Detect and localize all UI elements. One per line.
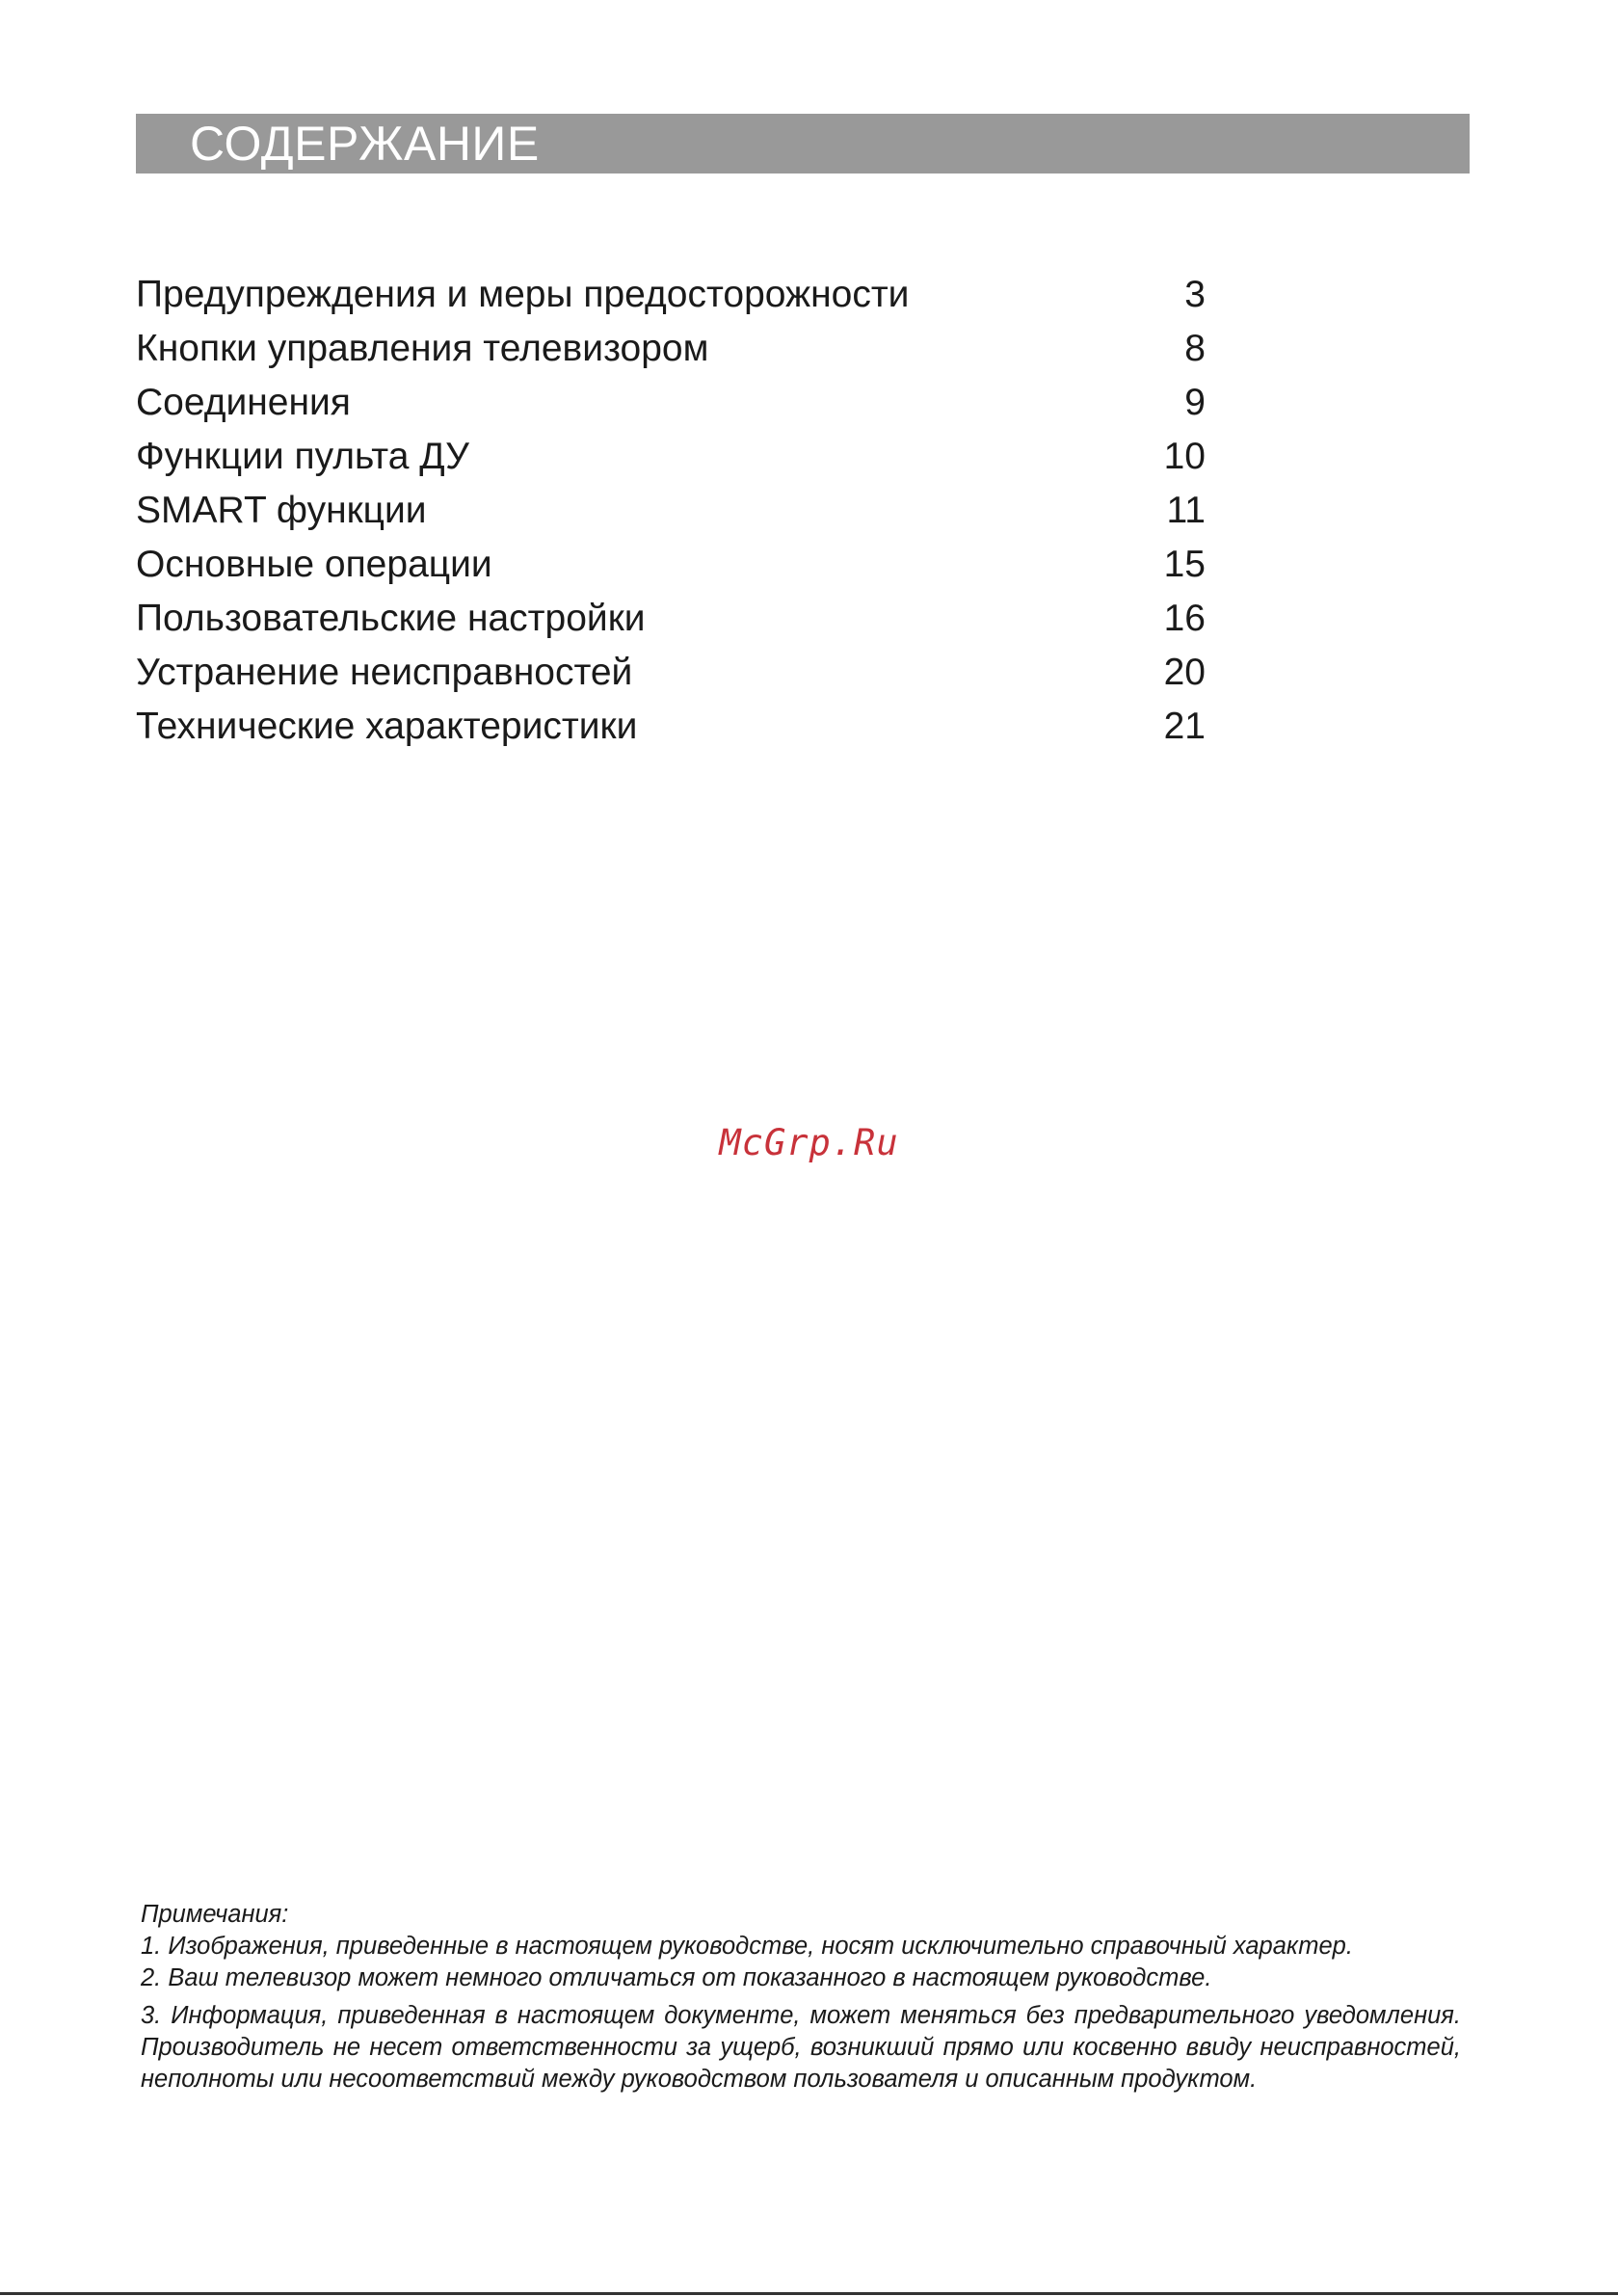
toc-entry[interactable] <box>136 646 1206 700</box>
toc-entry-page: 3 <box>1184 274 1206 315</box>
toc-entry-page: 10 <box>1163 436 1206 477</box>
toc-entry[interactable] <box>136 538 1206 592</box>
toc-entry-page: 16 <box>1163 598 1206 639</box>
toc-entry-title: Функции пульта ДУ <box>136 436 469 477</box>
note-item: 1. Изображения, приведенные в настоящем руководстве, носят исключительно справочный характер. <box>141 1933 1353 1960</box>
toc-entry[interactable] <box>136 430 1206 484</box>
toc-entry[interactable] <box>136 322 1206 376</box>
toc-entry-page: 11 <box>1166 490 1206 531</box>
toc-entry[interactable] <box>136 376 1206 430</box>
toc-entry[interactable] <box>136 592 1206 646</box>
notes-heading: Примечания: <box>141 1901 289 1928</box>
toc-entry[interactable] <box>136 700 1206 754</box>
toc-entry-title: Кнопки управления телевизором <box>136 328 709 369</box>
contents-header-bar <box>136 114 1470 174</box>
toc-entry-page: 20 <box>1163 652 1206 693</box>
page-title: СОДЕРЖАНИЕ <box>190 117 540 171</box>
toc-entry-title: Предупреждения и меры предосторожности <box>136 274 910 315</box>
toc-entry[interactable] <box>136 268 1206 322</box>
toc-entry-page: 21 <box>1163 706 1206 747</box>
toc-entry[interactable] <box>136 484 1206 538</box>
toc-entry-page: 9 <box>1184 382 1206 423</box>
toc-entry-page: 15 <box>1163 544 1206 585</box>
notes-section <box>141 1899 1461 2096</box>
toc-entry-title: Соединения <box>136 382 351 423</box>
toc-entry-page: 8 <box>1184 328 1206 369</box>
toc-entry-title: Основные операции <box>136 544 492 585</box>
toc-entry-title: Устранение неисправностей <box>136 652 633 693</box>
table-of-contents <box>136 268 1206 754</box>
note-item: 3. Информация, приведенная в настоящем документе, может меняться без предварительного уведомления. Производитель не несет ответственности за ущерб, возникший прямо или косвенно ввиду неисправностей, неполноты или несоответствий между руководством пользователя и описанным продуктом. <box>141 2002 1461 2093</box>
page-bottom-divider <box>0 2292 1618 2295</box>
note-item: 2. Ваш телевизор может немного отличаться от показанного в настоящем руководстве. <box>141 1964 1212 1991</box>
toc-entry-title: SMART функции <box>136 490 427 531</box>
watermark: McGrp.Ru <box>719 1122 899 1163</box>
toc-entry-title: Пользовательские настройки <box>136 598 646 639</box>
toc-entry-title: Технические характеристики <box>136 706 638 747</box>
